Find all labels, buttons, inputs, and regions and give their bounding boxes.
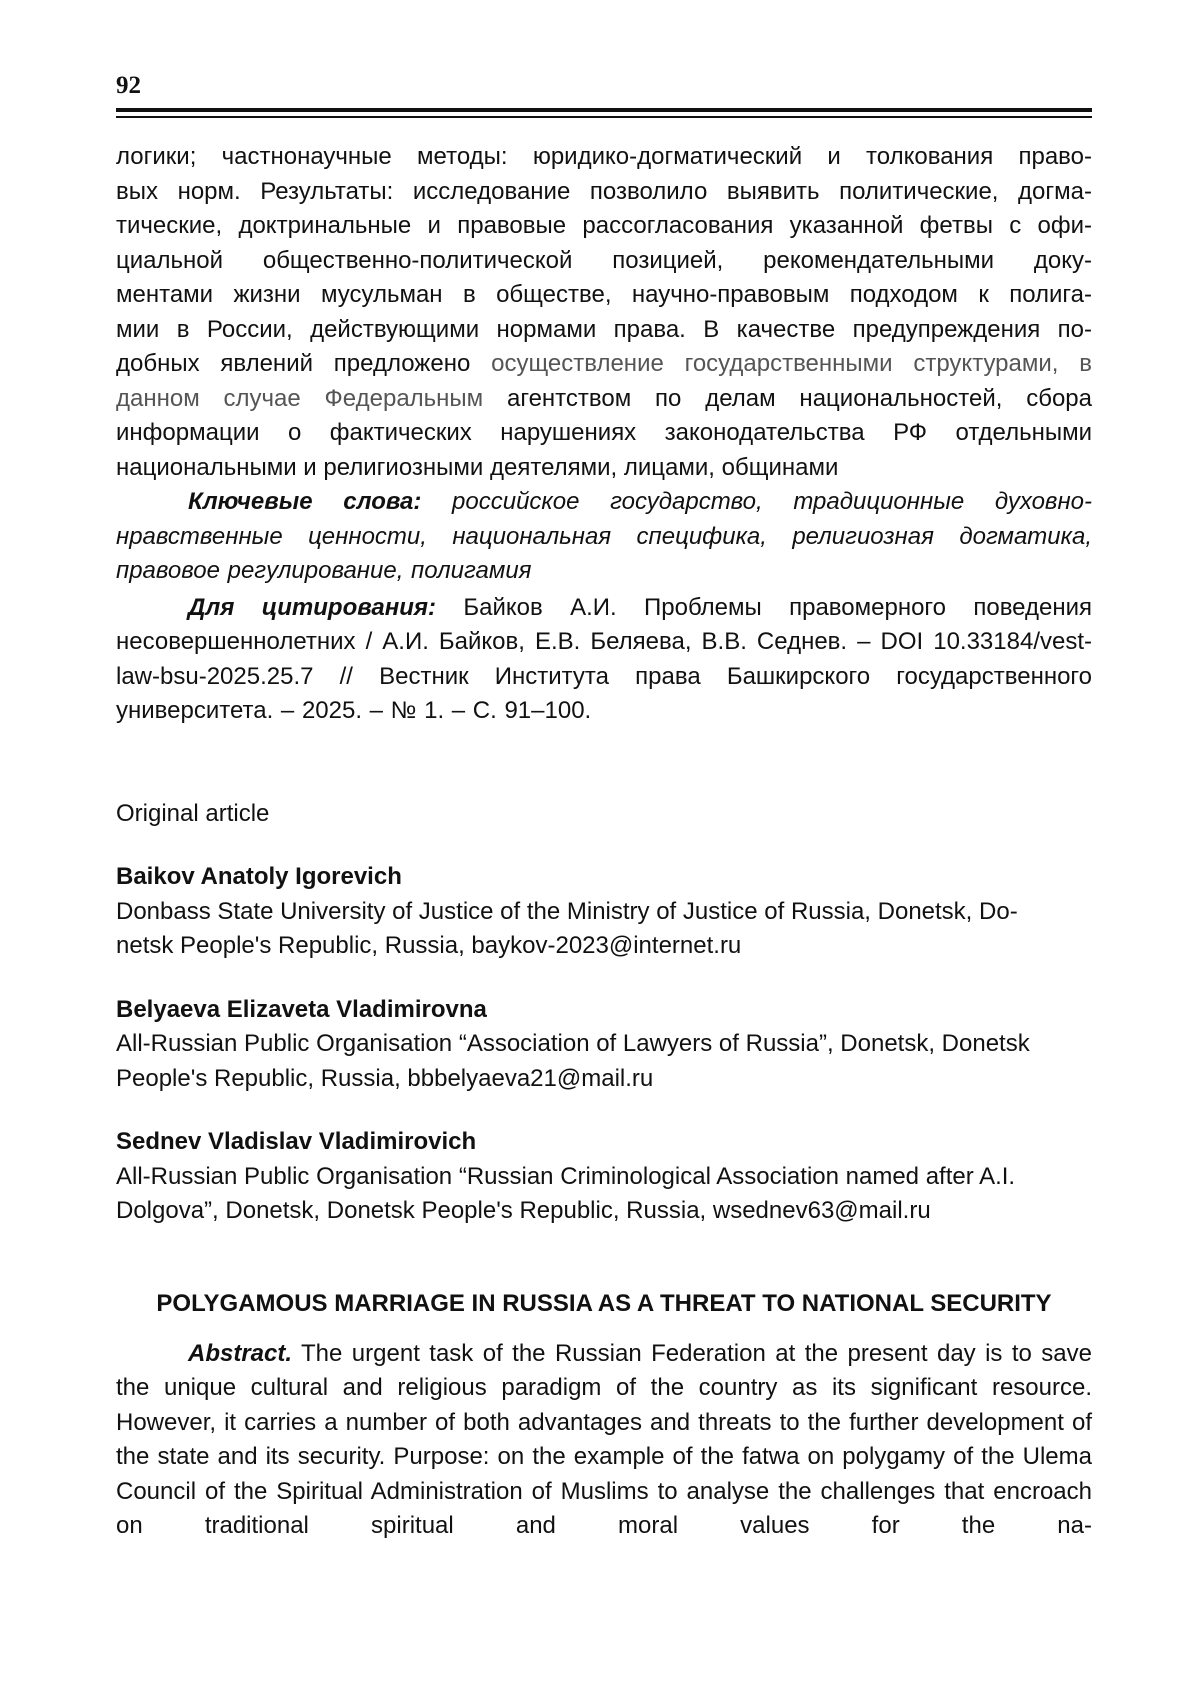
page-number: 92 — [116, 72, 141, 99]
abstract-label: Abstract. — [188, 1339, 293, 1367]
author-affiliation: People's Republic, Russia, bbbelyaeva21@mail.ru — [116, 1064, 654, 1092]
ru-line: ментами жизни мусульман в обществе, научно-правовым подходом к полига- — [116, 281, 1092, 308]
ru-text-grey: данном случае Федеральным — [116, 384, 484, 412]
ru-line: тические, доктринальные и правовые рассогласования указанной фетвы с офи- — [116, 212, 1092, 239]
header-rule-thick — [116, 108, 1092, 112]
citation-paragraph — [116, 591, 1092, 729]
ru-line: информации о фактических нарушениях законодательства РФ отдельными — [116, 419, 1092, 446]
keywords-text: российское государство, традиционные духовно-нравственные ценности, национальная специфика, религиозная догматика, правовое регулирование, полигамия — [116, 488, 1092, 584]
russian-abstract-continuation — [116, 140, 1092, 485]
author-affiliation: Dolgova”, Donetsk, Donetsk People's Republic, Russia, wsednev63@mail.ru — [116, 1197, 931, 1224]
ru-text: агентством по делам национальностей, сбора — [483, 384, 1093, 412]
ru-line: логики; частнонаучные методы: юридико-догматический и толкования право- — [116, 143, 1092, 170]
abstract-paragraph — [116, 1337, 1092, 1544]
ru-line: мии в России, действующими нормами права. В качестве предупреждения по- — [116, 315, 1092, 343]
keywords-paragraph — [116, 485, 1092, 589]
citation-label: Для цитирования: — [188, 593, 437, 621]
author-block — [116, 860, 1092, 964]
ru-line: национальными и религиозными деятелями, лицами, общинами — [116, 453, 839, 481]
abstract-text: The urgent task of the Russian Federation at the present day is to save the unique cultural and religious paradigm of the country as its significant resource. However, it carries a number of both advantages and threats to the further development of the state and its security. Purpose: on the example of the fatwa on polygamy of the Ulema Council of the Spiritual Administration of Muslims to analyse the challenges that encroach on traditional spiritual and moral values for the na- — [116, 1339, 1092, 1539]
author-block — [116, 993, 1092, 1097]
article-type: Original article — [116, 799, 270, 827]
author-affiliation: netsk People's Republic, Russia, baykov-2023@internet.ru — [116, 932, 742, 959]
author-affiliation: All-Russian Public Organisation “Association of Lawyers of Russia”, Donetsk, Donetsk — [116, 1030, 1030, 1057]
header-rule-thin — [116, 116, 1092, 118]
ru-line: вых норм. Результаты: исследование позволило выявить политические, догма- — [116, 177, 1092, 205]
ru-text: добных явлений предложено — [116, 350, 492, 377]
author-block — [116, 1125, 1092, 1229]
author-name: Sednev Vladislav Vladimirovich — [116, 1128, 477, 1155]
author-affiliation: All-Russian Public Organisation “Russian Criminological Association named after A.I. — [116, 1162, 1016, 1190]
ru-line: циальной общественно-политической позицией, рекомендательными доку- — [116, 246, 1092, 274]
ru-line — [116, 347, 1092, 382]
author-name: Belyaeva Elizaveta Vladimirovna — [116, 995, 487, 1023]
page-content — [116, 140, 1092, 1544]
citation-text: Байков А.И. Проблемы правомерного поведения несовершеннолетних / А.И. Байков, Е.В. Беляева, В.В. Седнев. – DOI 10.33184/vest-law-bsu-2025.25.7 // Вестник Института права Башкирского государственного университета. – 2025. – № 1. – С. 91–100. — [116, 593, 1093, 724]
ru-text-grey: осуществление государственными структурами, в — [491, 350, 1092, 377]
author-name: Baikov Anatoly Igorevich — [116, 863, 402, 890]
keywords-label: Ключевые слова: — [188, 488, 422, 515]
article-title: POLYGAMOUS MARRIAGE IN RUSSIA AS A THREAT TO NATIONAL SECURITY — [156, 1289, 1052, 1317]
author-affiliation: Donbass State University of Justice of the Ministry of Justice of Russia, Donetsk, Do- — [116, 897, 1018, 925]
ru-line — [116, 382, 1092, 417]
